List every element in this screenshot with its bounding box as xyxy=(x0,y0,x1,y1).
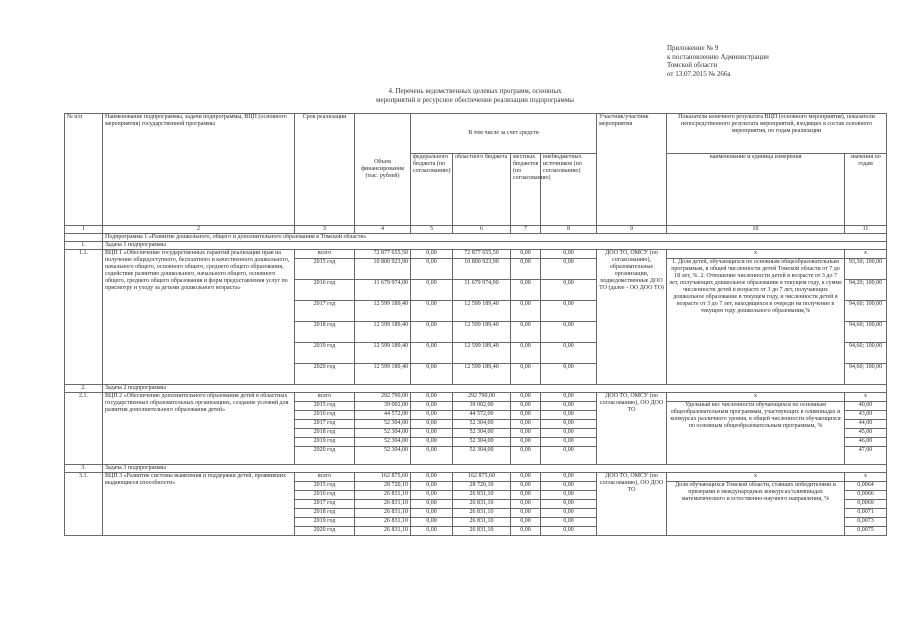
extra-cell: 0,00 xyxy=(541,250,597,259)
federal-cell: 0,00 xyxy=(411,280,453,301)
regional-cell: 28 720,10 xyxy=(453,482,511,491)
volume-cell: 44 572,00 xyxy=(355,411,411,420)
task-title: Задача 3 подпрограммы xyxy=(103,465,887,473)
period-cell: всего xyxy=(295,473,355,482)
period-cell: всего xyxy=(295,250,355,259)
indicator-value-cell: 0,0064 xyxy=(845,482,887,491)
table-row xyxy=(65,393,887,402)
regional-cell: 26 831,10 xyxy=(453,491,511,500)
extra-cell: 0,00 xyxy=(541,518,597,527)
volume-cell: 26 831,10 xyxy=(355,518,411,527)
volume-cell: 12 599 189,40 xyxy=(355,364,411,385)
indicator-header-cell: х xyxy=(667,473,845,482)
col-number: 6 xyxy=(453,226,511,234)
extra-cell: 0,00 xyxy=(541,429,597,438)
volume-cell: 26 831,10 xyxy=(355,509,411,518)
participant-cell: ДОО ТО, ОМСУ (по согласованию), образовательные организации, подведомственные ДОО ТО (далее - ОО ДОО ТО) xyxy=(597,250,667,385)
local-cell: 0,00 xyxy=(511,518,541,527)
approval-line-4: от 13.07.2015 № 266а xyxy=(667,69,731,78)
col-header-num: № п/п xyxy=(65,114,103,226)
regional-cell: 26 831,10 xyxy=(453,527,511,536)
extra-cell: 0,00 xyxy=(541,509,597,518)
indicator-value-cell: 0,0069 xyxy=(845,500,887,509)
federal-cell: 0,00 xyxy=(411,343,453,364)
indicator-header-cell: х xyxy=(667,250,845,259)
indicator-value-cell: 45,00 xyxy=(845,429,887,438)
approval-line-3: Томской области xyxy=(667,61,718,69)
header-row-1 xyxy=(65,114,887,154)
period-cell: 2015 год xyxy=(295,402,355,411)
table-row xyxy=(65,250,887,259)
indicator-value-cell: 94,60; 100,00 xyxy=(845,343,887,364)
indicator-value-cell: 94,60; 100,00 xyxy=(845,322,887,343)
period-cell: 2016 год xyxy=(295,280,355,301)
federal-cell: 0,00 xyxy=(411,250,453,259)
regional-cell: 39 002,00 xyxy=(453,402,511,411)
regional-cell: 26 831,10 xyxy=(453,518,511,527)
local-cell: 0,00 xyxy=(511,491,541,500)
regional-cell: 12 599 189,40 xyxy=(453,322,511,343)
period-cell: 2020 год xyxy=(295,364,355,385)
item-num: 3.1. xyxy=(65,473,103,536)
volume-cell: 12 599 189,40 xyxy=(355,322,411,343)
regional-cell: 162 875,60 xyxy=(453,473,511,482)
task-row xyxy=(65,465,887,473)
volume-cell: 292 790,00 xyxy=(355,393,411,402)
volume-cell: 28 720,10 xyxy=(355,482,411,491)
task-row xyxy=(65,385,887,393)
volume-cell: 52 304,00 xyxy=(355,438,411,447)
federal-cell: 0,00 xyxy=(411,420,453,429)
period-cell: 2018 год xyxy=(295,429,355,438)
indicator-value-cell: 43,00 xyxy=(845,411,887,420)
participant-cell: ДОО ТО, ОМСУ (по согласованию), ОО ДОО ТО xyxy=(597,473,667,536)
extra-cell: 0,00 xyxy=(541,364,597,385)
extra-cell: 0,00 xyxy=(541,438,597,447)
period-cell: 2020 год xyxy=(295,447,355,465)
regional-cell: 12 599 189,40 xyxy=(453,364,511,385)
regional-cell: 52 304,00 xyxy=(453,429,511,438)
col-number: 8 xyxy=(541,226,597,234)
period-cell: 2018 год xyxy=(295,322,355,343)
volume-cell: 72 877 655,50 xyxy=(355,250,411,259)
indicator-value-cell: 94,60; 100,00 xyxy=(845,364,887,385)
indicator-value-cell: 0,0071 xyxy=(845,509,887,518)
col-number: 2 xyxy=(103,226,295,234)
col-number: 1 xyxy=(65,226,103,234)
indicator-value-cell: 44,00 xyxy=(845,420,887,429)
task-num: 2. xyxy=(65,385,103,393)
col-number: 11 xyxy=(845,226,887,234)
task-row xyxy=(65,242,887,250)
local-cell: 0,00 xyxy=(511,482,541,491)
local-cell: 0,00 xyxy=(511,420,541,429)
indicator-value-cell: 47,00 xyxy=(845,447,887,465)
federal-cell: 0,00 xyxy=(411,301,453,322)
federal-cell: 0,00 xyxy=(411,364,453,385)
document-title xyxy=(310,87,640,105)
extra-cell: 0,00 xyxy=(541,491,597,500)
volume-cell: 52 304,00 xyxy=(355,429,411,438)
local-cell: 0,00 xyxy=(511,393,541,402)
regional-cell: 12 599 189,40 xyxy=(453,343,511,364)
local-cell: 0,00 xyxy=(511,500,541,509)
indicator-value-cell: х xyxy=(845,250,887,259)
local-cell: 0,00 xyxy=(511,438,541,447)
regional-cell: 12 599 189,40 xyxy=(453,301,511,322)
approval-line-2: к постановлению Администрации xyxy=(667,52,769,61)
participant-cell: ДОО ТО, ОМСУ (по согласованию), ОО ДОО ТО xyxy=(597,393,667,465)
col-header-local: местных бюджетов (по согласованию) xyxy=(511,154,541,226)
item-name: ВЦП 1 «Обеспечение государственных гарантий реализации прав на получение общедоступного, бесплатного и качественного дошкольного, начального общего, основного общего, среднего общего образования, содействие развитию дошкольного, начального общего, основного общего, среднего общего образования и форм предоставления услуг по присмотру и уходу за детьми дошкольного возраста» xyxy=(103,250,295,385)
col-header-regional: областного бюджета xyxy=(453,154,511,226)
period-cell: 2018 год xyxy=(295,509,355,518)
period-cell: 2020 год xyxy=(295,527,355,536)
regional-cell: 11 679 974,00 xyxy=(453,280,511,301)
item-num: 1.1. xyxy=(65,250,103,385)
extra-cell: 0,00 xyxy=(541,411,597,420)
volume-cell: 52 304,00 xyxy=(355,447,411,465)
federal-cell: 0,00 xyxy=(411,482,453,491)
volume-cell: 52 304,00 xyxy=(355,420,411,429)
regional-cell: 72 877 655,50 xyxy=(453,250,511,259)
title-line-1: 4. Перечень ведомственных целевых программ, основных xyxy=(388,87,562,95)
local-cell: 0,00 xyxy=(511,250,541,259)
period-cell: 2017 год xyxy=(295,301,355,322)
federal-cell: 0,00 xyxy=(411,518,453,527)
title-line-2: мероприятий и ресурсное обеспечение реализации подпрограммы xyxy=(375,96,574,104)
extra-cell: 0,00 xyxy=(541,259,597,280)
local-cell: 0,00 xyxy=(511,447,541,465)
regional-cell: 26 831,10 xyxy=(453,509,511,518)
local-cell: 0,00 xyxy=(511,402,541,411)
federal-cell: 0,00 xyxy=(411,491,453,500)
period-cell: 2019 год xyxy=(295,518,355,527)
volume-cell: 26 831,10 xyxy=(355,500,411,509)
indicator-name-cell: Удельный вес численности обучающихся по основным общеобразовательным программам, участвующих в олимпиадах и конкурсах различного уровня, в общей численности обучающихся по основным общеобразовательным программам, % xyxy=(667,402,845,465)
federal-cell: 0,00 xyxy=(411,393,453,402)
federal-cell: 0,00 xyxy=(411,509,453,518)
federal-cell: 0,00 xyxy=(411,500,453,509)
period-cell: 2017 год xyxy=(295,500,355,509)
col-header-ind-name: наименование и единица измерения xyxy=(667,154,845,226)
extra-cell: 0,00 xyxy=(541,447,597,465)
subprogram-row xyxy=(65,234,887,242)
regional-cell: 52 304,00 xyxy=(453,447,511,465)
local-cell: 0,00 xyxy=(511,280,541,301)
federal-cell: 0,00 xyxy=(411,259,453,280)
federal-cell: 0,00 xyxy=(411,411,453,420)
regional-cell: 44 572,00 xyxy=(453,411,511,420)
indicator-name-cell: Доля обучающихся Томской области, ставших победителями и призерами в международных конкурсах/олимпиадах математического и естественно-научного направления, % xyxy=(667,482,845,536)
col-header-incl: В том числе за счет средств xyxy=(411,114,597,154)
indicator-value-cell: 0,0066 xyxy=(845,491,887,500)
col-header-period: Срок реализации xyxy=(295,114,355,226)
volume-cell: 10 800 923,90 xyxy=(355,259,411,280)
local-cell: 0,00 xyxy=(511,343,541,364)
volume-cell: 12 599 189,40 xyxy=(355,343,411,364)
extra-cell: 0,00 xyxy=(541,527,597,536)
local-cell: 0,00 xyxy=(511,509,541,518)
period-cell: 2015 год xyxy=(295,259,355,280)
column-number-row xyxy=(65,226,887,234)
col-header-participant: Участник/участник мероприятия xyxy=(597,114,667,226)
task-num: 3. xyxy=(65,465,103,473)
extra-cell: 0,00 xyxy=(541,420,597,429)
period-cell: 2016 год xyxy=(295,491,355,500)
indicator-value-cell: 94,60; 100,00 xyxy=(845,301,887,322)
regional-cell: 26 831,10 xyxy=(453,500,511,509)
col-number: 10 xyxy=(667,226,845,234)
regional-cell: 10 800 923,90 xyxy=(453,259,511,280)
indicator-value-cell: 0,0073 xyxy=(845,518,887,527)
col-header-volume: Объем финансирования (тыс. рублей) xyxy=(355,114,411,226)
extra-cell: 0,00 xyxy=(541,482,597,491)
period-cell: 2019 год xyxy=(295,438,355,447)
local-cell: 0,00 xyxy=(511,259,541,280)
extra-cell: 0,00 xyxy=(541,322,597,343)
local-cell: 0,00 xyxy=(511,322,541,343)
col-number: 4 xyxy=(355,226,411,234)
regional-cell: 292 790,00 xyxy=(453,393,511,402)
indicator-header-cell: х xyxy=(667,393,845,402)
federal-cell: 0,00 xyxy=(411,473,453,482)
federal-cell: 0,00 xyxy=(411,402,453,411)
col-number: 3 xyxy=(295,226,355,234)
indicator-value-cell: х xyxy=(845,393,887,402)
period-cell: всего xyxy=(295,393,355,402)
programs-table xyxy=(64,113,887,536)
volume-cell: 162 875,60 xyxy=(355,473,411,482)
col-header-name: Наименование подпрограммы, задачи подпрограммы, ВЦП (основного мероприятия) государственной программы xyxy=(103,114,295,226)
local-cell: 0,00 xyxy=(511,411,541,420)
col-header-federal: федерального бюджета (по согласованию) xyxy=(411,154,453,226)
extra-cell: 0,00 xyxy=(541,343,597,364)
volume-cell: 39 002,00 xyxy=(355,402,411,411)
period-cell: 2017 год xyxy=(295,420,355,429)
extra-cell: 0,00 xyxy=(541,473,597,482)
col-header-indicators: Показатели конечного результата ВЦП (основного мероприятия), показатели непосредственного результата мероприятий, входящих в состав основного мероприятия, по годам реализации xyxy=(667,114,887,154)
indicator-value-cell: 0,0075 xyxy=(845,527,887,536)
col-header-ind-val: значения по годам xyxy=(845,154,887,226)
federal-cell: 0,00 xyxy=(411,438,453,447)
indicator-value-cell: 93,30; 100,00 xyxy=(845,259,887,280)
item-name: ВЦП 3 «Развитие системы выявления и поддержки детей, проявивших выдающиеся способности» xyxy=(103,473,295,536)
volume-cell: 26 831,10 xyxy=(355,527,411,536)
volume-cell: 11 679 974,00 xyxy=(355,280,411,301)
extra-cell: 0,00 xyxy=(541,402,597,411)
col-number: 5 xyxy=(411,226,453,234)
extra-cell: 0,00 xyxy=(541,280,597,301)
table-row xyxy=(65,473,887,482)
local-cell: 0,00 xyxy=(511,429,541,438)
approval-header xyxy=(667,44,769,78)
indicator-value-cell: х xyxy=(845,473,887,482)
col-number: 9 xyxy=(597,226,667,234)
indicator-value-cell: 40,00 xyxy=(845,402,887,411)
item-num: 2.1. xyxy=(65,393,103,465)
subprogram-title: Подпрограмма 1 «Развитие дошкольного, общего и дополнительного образования в Томской области» xyxy=(103,234,887,242)
period-cell: 2019 год xyxy=(295,343,355,364)
extra-cell: 0,00 xyxy=(541,393,597,402)
task-title: Задача 2 подпрограммы xyxy=(103,385,887,393)
period-cell: 2015 год xyxy=(295,482,355,491)
item-name: ВЦП 2 «Обеспечение дополнительного образования детей в областных государственных образовательных организациях, создание условий для развития дополнительного образования детей» xyxy=(103,393,295,465)
extra-cell: 0,00 xyxy=(541,301,597,322)
volume-cell: 26 831,10 xyxy=(355,491,411,500)
volume-cell: 12 599 189,40 xyxy=(355,301,411,322)
local-cell: 0,00 xyxy=(511,364,541,385)
subprogram-num-cell xyxy=(65,234,103,242)
federal-cell: 0,00 xyxy=(411,429,453,438)
local-cell: 0,00 xyxy=(511,527,541,536)
extra-cell: 0,00 xyxy=(541,500,597,509)
regional-cell: 52 304,00 xyxy=(453,420,511,429)
task-num: 1. xyxy=(65,242,103,250)
federal-cell: 0,00 xyxy=(411,322,453,343)
period-cell: 2016 год xyxy=(295,411,355,420)
indicator-value-cell: 46,00 xyxy=(845,438,887,447)
federal-cell: 0,00 xyxy=(411,447,453,465)
task-title: Задача 1 подпрограммы xyxy=(103,242,887,250)
col-number: 7 xyxy=(511,226,541,234)
indicator-name-cell: 1. Доля детей, обучающихся по основным общеобразовательным программам, в общей численности детей Томской области от 7 до 18 лет, %. 2. Отношение численности детей в возрасте от 3 до 7 лет, получающих дошкольное образование в текущем году, к сумме численности детей в возрасте от 3 до 7 лет, получающих дошкольное образование в текущем году, и численности детей в возрасте от 3 до 7 лет, находящихся в очереди на получение в текущем году дошкольного образования,% xyxy=(667,259,845,385)
regional-cell: 52 304,00 xyxy=(453,438,511,447)
local-cell: 0,00 xyxy=(511,301,541,322)
local-cell: 0,00 xyxy=(511,473,541,482)
col-header-extra: внебюджетных источников (по согласованию) xyxy=(541,154,597,226)
federal-cell: 0,00 xyxy=(411,527,453,536)
indicator-value-cell: 94,20; 100,00 xyxy=(845,280,887,301)
approval-line-1: Приложение № 9 xyxy=(667,44,719,52)
